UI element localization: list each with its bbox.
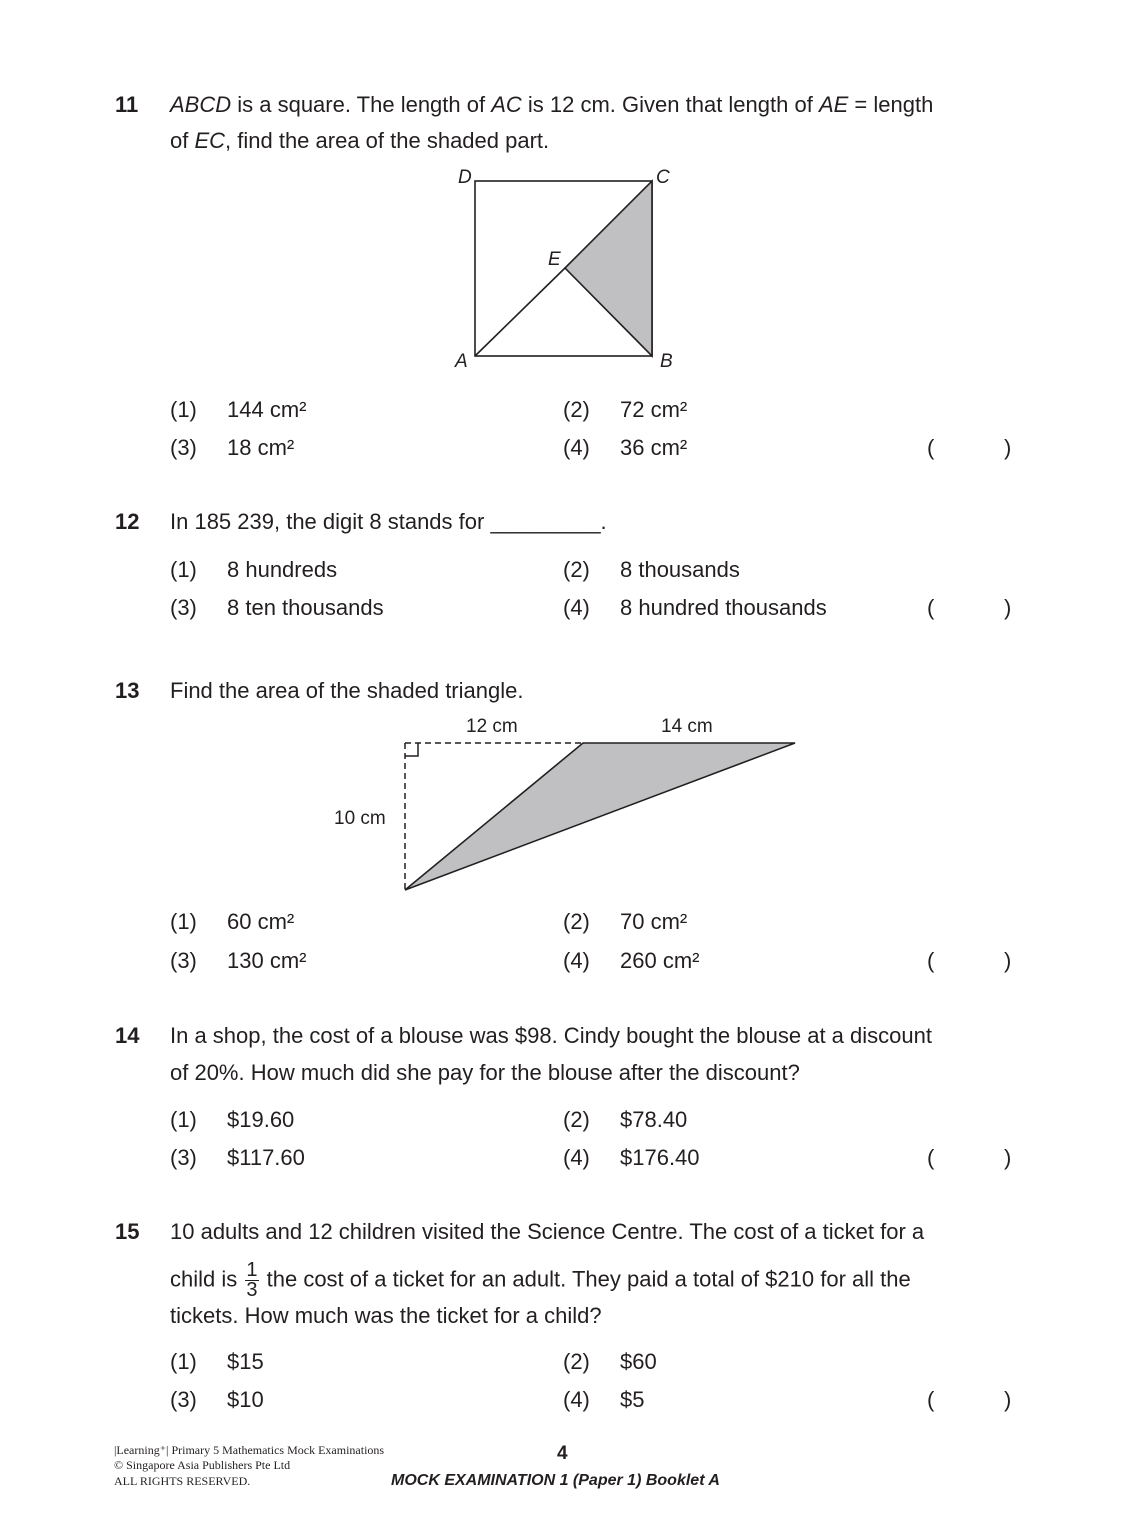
option-marker: (3) [170,435,197,460]
question-number: 11 [115,92,139,117]
answer-bracket-open[interactable]: ( [927,1145,935,1170]
question-text: of 20%. How much did she pay for the blouse after the discount? [170,1060,800,1085]
answer-bracket-open[interactable]: ( [927,435,935,460]
option-4[interactable]: 260 cm² [620,948,700,973]
question-number: 13 [115,678,140,703]
option-marker: (4) [563,1145,590,1170]
option-3[interactable]: 8 ten thousands [227,595,384,620]
option-marker: (2) [563,557,590,582]
text: , find the area of the shaded part. [225,128,550,153]
option-marker: (4) [563,595,590,620]
text: of [170,128,195,153]
option-marker: (4) [563,435,590,460]
option-1[interactable]: 60 cm² [227,909,295,934]
text: child is [170,1266,238,1292]
option-4[interactable]: 36 cm² [620,435,688,460]
option-marker: (1) [170,397,197,422]
option-2[interactable]: 8 thousands [620,557,740,582]
numerator: 1 [246,1259,258,1281]
exam-title: MOCK EXAMINATION 1 (Paper 1) Booklet A [391,1472,720,1489]
option-3[interactable]: $10 [227,1387,264,1412]
label-d: D [458,167,472,188]
right-angle-marker [405,743,418,756]
option-marker: (2) [563,1107,590,1132]
label-c: C [656,167,670,188]
option-2[interactable]: 70 cm² [620,909,688,934]
question-number: 12 [115,509,140,534]
option-2[interactable]: $78.40 [620,1107,688,1132]
option-marker: (1) [170,909,197,934]
option-marker: (3) [170,1387,197,1412]
triangle-diagram [405,743,795,890]
text: is 12 cm. Given that length of [521,92,819,117]
square-diagram [475,181,652,356]
footer-series: |Learning⁺| Primary 5 Mathematics Mock Examinations [114,1443,385,1457]
text: ABCD [170,92,232,117]
answer-bracket-close[interactable]: ) [1004,435,1012,460]
footer-rights: ALL RIGHTS RESERVED. [114,1474,251,1488]
option-marker: (3) [170,948,197,973]
option-marker: (3) [170,1145,197,1170]
option-marker: (2) [563,1349,590,1374]
text: the cost of a ticket for an adult. They paid a total of $210 for all the [266,1266,911,1292]
option-marker: (4) [563,1387,590,1412]
label-b: B [660,351,673,372]
label-e: E [548,249,561,270]
option-marker: (1) [170,557,197,582]
answer-bracket-close[interactable]: ) [1004,1145,1012,1170]
text: is a square. The length of [231,92,492,117]
shaded-triangle-ecb [565,181,652,356]
option-marker: (1) [170,1107,197,1132]
question-text [170,128,549,154]
question-number: 14 [115,1023,140,1048]
question-text [170,92,933,118]
option-3[interactable]: 130 cm² [227,948,307,973]
option-marker: (2) [563,397,590,422]
answer-bracket-close[interactable]: ) [1004,595,1012,620]
denominator: 3 [246,1279,258,1301]
option-marker: (2) [563,909,590,934]
option-marker: (4) [563,948,590,973]
question-text: In a shop, the cost of a blouse was $98. Cindy bought the blouse at a discount [170,1023,932,1048]
option-2[interactable]: $60 [620,1349,657,1374]
text: = length [848,92,934,117]
option-2[interactable]: 72 cm² [620,397,688,422]
answer-bracket-close[interactable]: ) [1004,1387,1012,1412]
label-12cm: 12 cm [466,716,518,737]
option-4[interactable]: $5 [620,1387,645,1412]
page-number: 4 [557,1443,568,1464]
text: AC [491,92,522,117]
option-3[interactable]: $117.60 [227,1145,305,1170]
label-14cm: 14 cm [661,716,713,737]
option-4[interactable]: 8 hundred thousands [620,595,827,620]
option-1[interactable]: 8 hundreds [227,557,338,582]
option-3[interactable]: 18 cm² [227,435,295,460]
question-text: In 185 239, the digit 8 stands for _________. [170,509,607,534]
question-number: 15 [115,1219,140,1244]
shaded-triangle [405,743,795,890]
option-4[interactable]: $176.40 [620,1145,700,1170]
text: AE [818,92,849,117]
option-1[interactable]: $19.60 [227,1107,295,1132]
answer-bracket-close[interactable]: ) [1004,948,1012,973]
option-marker: (3) [170,595,197,620]
answer-bracket-open[interactable]: ( [927,595,935,620]
answer-bracket-open[interactable]: ( [927,1387,935,1412]
fraction [245,1261,258,1300]
question-text [170,1261,911,1300]
diagonal-ae [475,268,565,356]
label-a: A [455,351,468,372]
footer-publisher: © Singapore Asia Publishers Pte Ltd [114,1458,291,1472]
text: EC [194,128,226,153]
label-10cm: 10 cm [334,808,386,829]
option-1[interactable]: 144 cm² [227,397,307,422]
question-text: Find the area of the shaded triangle. [170,678,524,703]
option-marker: (1) [170,1349,197,1374]
option-1[interactable]: $15 [227,1349,264,1374]
question-text: 10 adults and 12 children visited the Science Centre. The cost of a ticket for a [170,1219,925,1244]
question-text: tickets. How much was the ticket for a child? [170,1303,602,1328]
answer-bracket-open[interactable]: ( [927,948,935,973]
